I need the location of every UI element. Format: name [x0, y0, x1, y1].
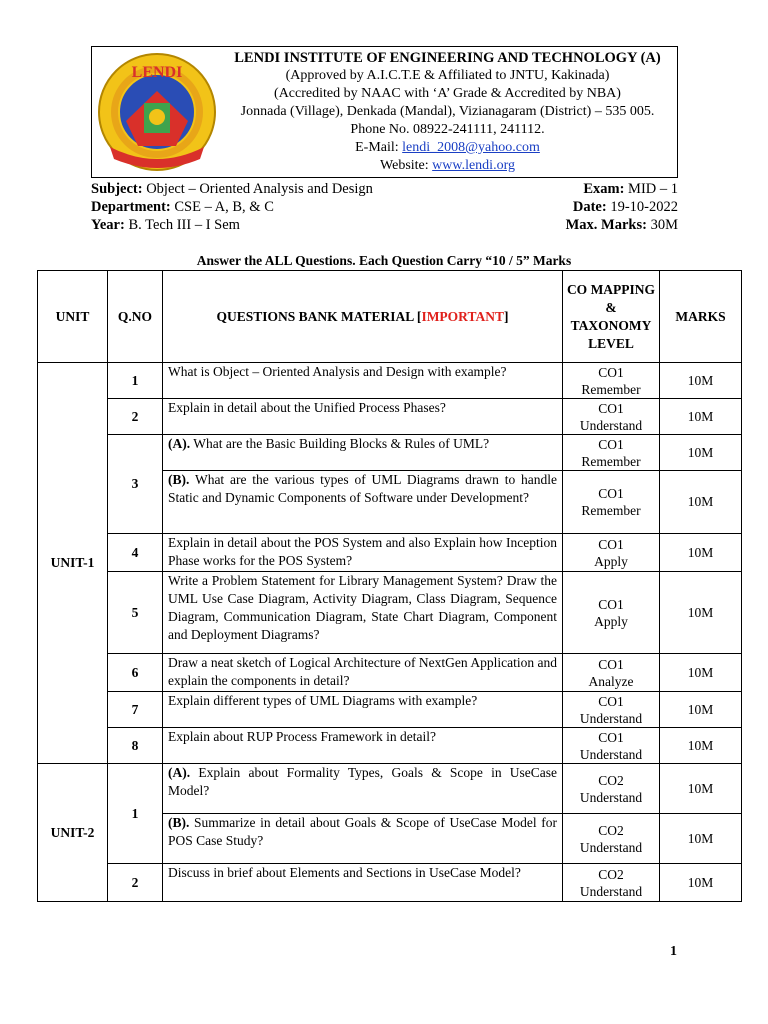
date-label: Date:: [572, 199, 607, 215]
marks-cell: 10M: [660, 764, 742, 814]
max-marks-label: Max. Marks:: [565, 217, 647, 233]
qno-cell: 2: [108, 864, 163, 902]
co-cell: [563, 471, 660, 534]
co-code: CO1: [598, 486, 624, 501]
header-important: IMPORTANT: [421, 308, 504, 324]
marks-cell: 10M: [660, 692, 742, 728]
table-row: [38, 435, 742, 471]
taxonomy-level: Apply: [594, 613, 628, 629]
co-cell: [563, 363, 660, 399]
institute-accreditation: (Accredited by NAAC with ‘A’ Grade & Accredited by NBA): [274, 86, 621, 101]
marks-cell: 10M: [660, 363, 742, 399]
taxonomy-level: Apply: [594, 553, 628, 569]
logo-text: LENDI: [131, 64, 183, 81]
question-text: Explain about Formality Types, Goals & Scope in UseCase Model?: [168, 765, 557, 798]
header-qno: Q.NO: [108, 271, 163, 363]
website-label: Website:: [380, 158, 433, 173]
co-code: CO2: [598, 866, 624, 882]
table-header-row: [38, 271, 742, 363]
question-cell: Discuss in brief about Elements and Sections in UseCase Model?: [163, 864, 563, 902]
question-part-label: (B).: [168, 472, 190, 487]
table-row: [38, 692, 742, 728]
taxonomy-level: Understand: [579, 789, 643, 805]
taxonomy-level: Understand: [579, 417, 643, 433]
header-marks: MARKS: [660, 271, 742, 363]
header-co-mapping: CO MAPPING & TAXONOMY LEVEL: [563, 271, 660, 363]
question-cell: Explain different types of UML Diagrams with example?: [163, 692, 563, 728]
co-code: CO1: [598, 536, 624, 552]
institute-header: [91, 46, 678, 178]
question-cell: Explain in detail about the POS System and also Explain how Inception Phase works for the POS System?: [163, 534, 563, 572]
co-cell: [563, 728, 660, 764]
co-cell: [563, 654, 660, 692]
table-row: [38, 864, 742, 902]
subject-value: Object – Oriented Analysis and Design: [146, 181, 373, 197]
exam-label: Exam:: [583, 181, 625, 197]
co-code: CO1: [598, 364, 624, 380]
question-text: Summarize in detail about Goals & Scope of UseCase Model for POS Case Study?: [168, 815, 557, 848]
co-code: CO1: [598, 656, 624, 672]
institute-phone: Phone No. 08922-241111, 241112.: [350, 122, 545, 137]
exam-value: MID – 1: [628, 181, 678, 197]
question-cell: Write a Problem Statement for Library Management System? Draw the UML Use Case Diagram, Activity Diagram, Class Diagram, Sequence Diagram, Communication Diagram, State Chart Diagram, Component and Deployment Diagrams?: [163, 572, 563, 654]
qno-cell: 2: [108, 399, 163, 435]
marks-cell: 10M: [660, 572, 742, 654]
department-value: CSE – A, B, & C: [174, 199, 274, 215]
unit-cell: UNIT-1: [38, 363, 108, 764]
website-link[interactable]: www.lendi.org: [432, 158, 515, 173]
question-cell: Draw a neat sketch of Logical Architecture of NextGen Application and explain the components in detail?: [163, 654, 563, 692]
table-row: [38, 572, 742, 654]
question-cell: [163, 435, 563, 471]
co-code: CO2: [598, 822, 624, 838]
unit-cell: UNIT-2: [38, 764, 108, 902]
header-questions-label: QUESTIONS BANK MATERIAL [: [216, 308, 422, 324]
email-label: E-Mail:: [355, 140, 403, 155]
table-row: [38, 363, 742, 399]
marks-cell: 10M: [660, 399, 742, 435]
email-link[interactable]: lendi_2008@yahoo.com: [402, 140, 540, 155]
max-marks-value: 30M: [650, 217, 678, 233]
marks-cell: 10M: [660, 654, 742, 692]
marks-cell: 10M: [660, 435, 742, 471]
institute-logo: [96, 51, 218, 173]
taxonomy-level: Understand: [579, 710, 643, 726]
table-row: [38, 534, 742, 572]
co-cell: [563, 764, 660, 814]
qno-cell: 1: [108, 764, 163, 864]
qno-cell: 8: [108, 728, 163, 764]
co-code: CO1: [598, 436, 624, 452]
co-cell: [563, 864, 660, 902]
marks-cell: 10M: [660, 814, 742, 864]
co-cell: [563, 399, 660, 435]
marks-cell: 10M: [660, 534, 742, 572]
question-cell: Explain about RUP Process Framework in detail?: [163, 728, 563, 764]
co-code: CO1: [598, 693, 624, 709]
table-row: [38, 764, 742, 814]
marks-cell: 10M: [660, 864, 742, 902]
co-cell: [563, 814, 660, 864]
instruction-line: Answer the ALL Questions. Each Question Carry “10 / 5” Marks: [196, 253, 572, 268]
co-code: CO1: [598, 729, 624, 745]
co-cell: [563, 534, 660, 572]
qno-cell: 6: [108, 654, 163, 692]
qno-cell: 7: [108, 692, 163, 728]
table-row: [38, 728, 742, 764]
question-part-label: (B).: [168, 815, 190, 830]
question-text: What are the Basic Building Blocks & Rules of UML?: [190, 436, 490, 451]
question-part-label: (A).: [168, 436, 191, 451]
department-label: Department:: [91, 199, 171, 215]
qno-cell: 4: [108, 534, 163, 572]
co-code: CO1: [598, 400, 624, 416]
question-cell: Explain in detail about the Unified Process Phases?: [163, 399, 563, 435]
co-cell: [563, 572, 660, 654]
institute-email-line: [220, 139, 675, 157]
question-text: What are the various types of UML Diagrams drawn to handle Static and Dynamic Components of Software under Development?: [168, 472, 557, 505]
taxonomy-level: Remember: [581, 503, 641, 518]
taxonomy-level: Understand: [579, 883, 643, 899]
qno-cell: 3: [108, 435, 163, 534]
institute-website-line: [220, 157, 675, 175]
taxonomy-level: Understand: [579, 746, 643, 762]
question-bank-table: [37, 270, 742, 902]
question-cell: What is Object – Oriented Analysis and Design with example?: [163, 363, 563, 399]
question-part-label: (A).: [168, 765, 191, 780]
institute-address: Jonnada (Village), Denkada (Mandal), Vizianagaram (District) – 535 005.: [240, 104, 655, 119]
taxonomy-level: Understand: [579, 839, 643, 855]
institute-name: LENDI INSTITUTE OF ENGINEERING AND TECHNOLOGY (A): [234, 50, 661, 66]
header-questions: [163, 271, 563, 363]
qno-cell: 5: [108, 572, 163, 654]
co-cell: [563, 435, 660, 471]
table-row: [38, 654, 742, 692]
marks-cell: 10M: [660, 728, 742, 764]
page-number: 1: [670, 944, 677, 959]
header-questions-end: ]: [503, 308, 509, 324]
subject-label: Subject:: [91, 181, 143, 197]
taxonomy-level: Remember: [581, 453, 641, 469]
co-code: CO2: [598, 772, 624, 788]
question-cell: [163, 471, 563, 534]
taxonomy-level: Analyze: [588, 673, 634, 689]
marks-cell: 10M: [660, 471, 742, 534]
year-value: B. Tech III – I Sem: [128, 217, 240, 233]
header-unit: UNIT: [38, 271, 108, 363]
year-label: Year:: [91, 217, 125, 233]
taxonomy-level: Remember: [581, 381, 641, 397]
question-cell: [163, 814, 563, 864]
co-cell: [563, 692, 660, 728]
institute-approval: (Approved by A.I.C.T.E & Affiliated to JNTU, Kakinada): [285, 68, 610, 83]
table-row: [38, 399, 742, 435]
question-cell: [163, 764, 563, 814]
date-value: 19-10-2022: [610, 199, 678, 215]
co-code: CO1: [598, 596, 624, 612]
qno-cell: 1: [108, 363, 163, 399]
